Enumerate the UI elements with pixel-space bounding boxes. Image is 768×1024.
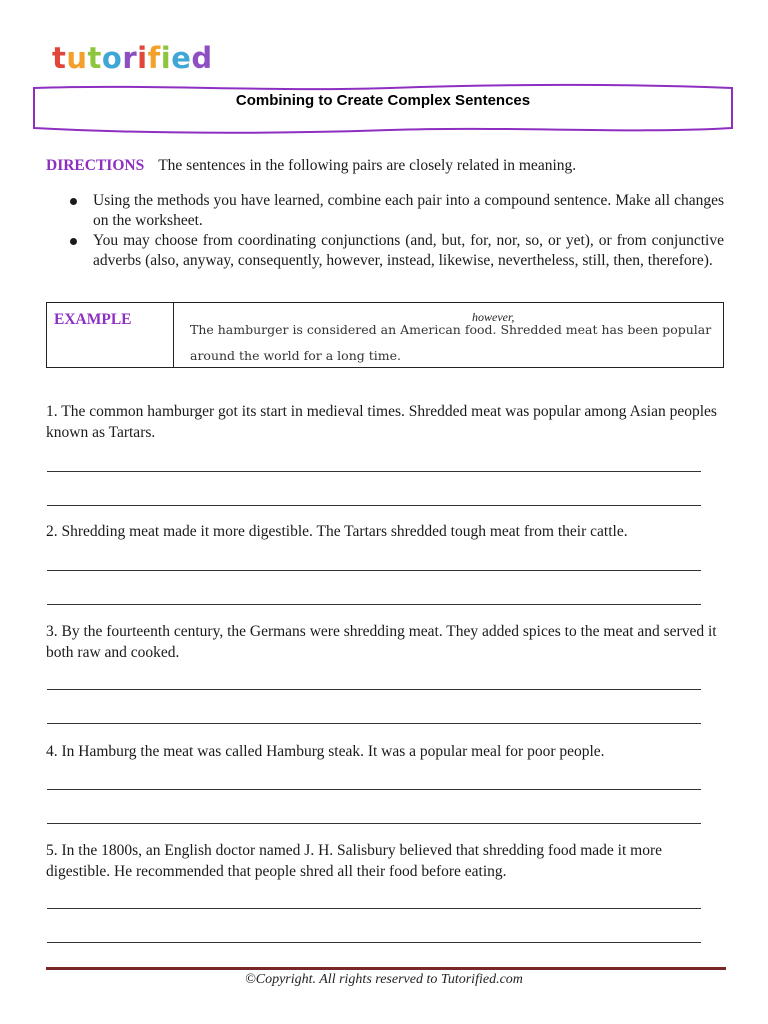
answer-line-3b[interactable] (47, 723, 701, 724)
answer-line-4a[interactable] (47, 789, 701, 790)
logo-letter: r (122, 41, 138, 75)
example-content (174, 303, 723, 367)
question-5: 5. In the 1800s, an English doctor named J. H. Salisbury believed that shredding food made it more digestible. He recommended that people shred all their food before eating. (46, 842, 663, 880)
answer-line-2b[interactable] (47, 604, 701, 605)
example-box (46, 302, 724, 368)
tutorified-logo (52, 41, 213, 75)
answer-line-4b[interactable] (47, 823, 701, 824)
answer-line-1a[interactable] (47, 471, 701, 472)
question-1: 1. The common hamburger got its start in medieval times. Shredded meat was popular among Asian peoples known as Tartars. (46, 403, 717, 441)
bullet-icon (70, 238, 77, 245)
footer-divider (46, 967, 726, 970)
page-title: Combining to Create Complex Sentences (235, 92, 531, 109)
logo-letter: f (147, 41, 161, 75)
answer-line-3a[interactable] (47, 689, 701, 690)
logo-letter: t (52, 41, 67, 75)
wavy-banner-frame (30, 82, 736, 136)
directions-text: The sentences in the following pairs are closely related in meaning. (158, 157, 577, 174)
logo-letter: i (160, 41, 172, 75)
answer-line-1b[interactable] (47, 505, 701, 506)
logo-letter: t (87, 41, 102, 75)
question-2: 2. Shredding meat made it more digestible. The Tartars shredded tough meat from their cattle. (46, 523, 628, 540)
directions (46, 157, 726, 175)
title-banner (30, 82, 736, 136)
logo-letter: o (101, 41, 123, 75)
question-3: 3. By the fourteenth century, the Germans were shredding meat. They added spices to the meat and served it both raw and cooked. (46, 623, 717, 661)
copyright-footer: ©Copyright. All rights reserved to Tutorified.com (245, 972, 523, 987)
example-insertion: however, (472, 310, 515, 324)
logo-letter: i (137, 41, 148, 75)
answer-line-5a[interactable] (47, 908, 701, 909)
bullet-text: Using the methods you have learned, combine each pair into a compound sentence. Make all changes on the worksheet. (93, 192, 724, 229)
list-item (66, 191, 724, 230)
directions-bullets (66, 191, 724, 271)
question-4: 4. In Hamburg the meat was called Hamburg steak. It was a popular meal for poor people. (46, 743, 605, 760)
directions-label: DIRECTIONS (46, 157, 145, 174)
bullet-icon (70, 198, 77, 205)
logo-letter: u (66, 41, 88, 75)
example-label: EXAMPLE (47, 303, 174, 367)
example-line-1: The hamburger is considered an American food. Shredded meat has been popular (190, 322, 712, 337)
logo-letter: d (191, 41, 213, 75)
example-line-2: around the world for a long time. (190, 348, 401, 363)
logo-letter: e (171, 41, 192, 75)
bullet-text: You may choose from coordinating conjunctions (and, but, for, nor, so, or yet), or from conjunctive adverbs (also, anyway, consequently, however, instead, likewise, nevertheless, still, then, therefore). (93, 232, 724, 269)
list-item (66, 231, 724, 270)
answer-line-5b[interactable] (47, 942, 701, 943)
answer-line-2a[interactable] (47, 570, 701, 571)
